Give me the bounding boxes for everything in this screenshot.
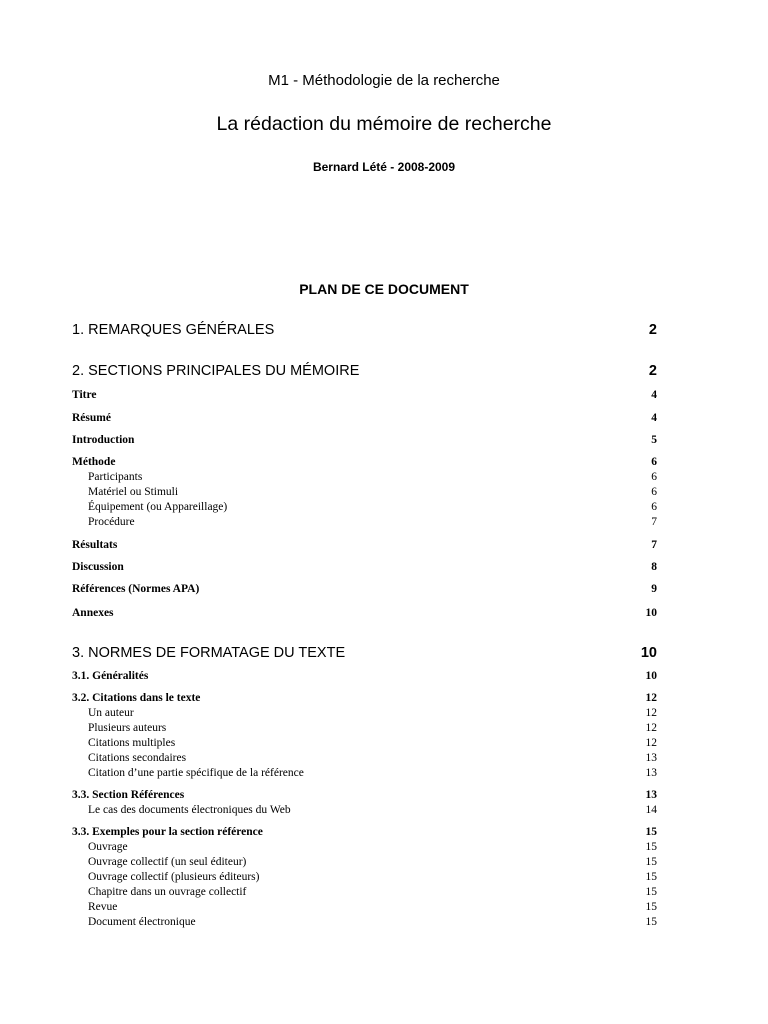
toc-entry-level2	[72, 691, 657, 706]
toc-entry-level2	[72, 825, 657, 840]
toc-entry-title: Introduction	[72, 434, 135, 446]
toc-entry-level3	[72, 515, 657, 530]
toc-entry-level1	[72, 321, 657, 339]
toc-entry-page: 15	[645, 826, 657, 838]
toc-entry-page: 10	[640, 645, 657, 661]
toc-entry-page: 7	[651, 539, 657, 551]
toc-entry-page: 15	[645, 901, 657, 913]
toc-entry-level2	[72, 788, 657, 803]
toc-entry-title: Annexes	[72, 607, 114, 619]
toc-entry-title: Plusieurs auteurs	[88, 722, 167, 734]
toc-entry-page: 8	[651, 561, 657, 573]
toc-entry-title: Participants	[88, 471, 143, 483]
toc-entry-title: 3.2. Citations dans le texte	[72, 692, 201, 704]
toc-entry-page: 15	[645, 841, 657, 853]
toc-entry-title: Un auteur	[88, 707, 134, 719]
toc-entry-page: 6	[651, 471, 657, 483]
toc-entry-page: 2	[648, 322, 657, 338]
toc-entry-page: 4	[651, 412, 657, 424]
toc-entry-page: 6	[651, 486, 657, 498]
toc-entry-title: Matériel ou Stimuli	[88, 486, 179, 498]
toc-entry-page: 10	[645, 607, 657, 619]
toc-entry-level3	[72, 900, 657, 915]
toc-entry-title: Procédure	[88, 516, 135, 528]
toc-entry-level3	[72, 766, 657, 781]
toc-entry-page: 4	[651, 389, 657, 401]
toc-entry-title: Citations multiples	[88, 737, 176, 749]
toc-entry-title: Ouvrage collectif (plusieurs éditeurs)	[88, 871, 260, 883]
toc-entry-page: 7	[651, 516, 657, 528]
toc-entry-title: 3. NORMES DE FORMATAGE DU TEXTE	[72, 645, 346, 661]
document-title: La rédaction du mémoire de recherche	[216, 113, 552, 135]
toc-entry-level3	[72, 721, 657, 736]
toc-entry-page: 13	[645, 789, 657, 801]
toc-entry-title: Résumé	[72, 412, 111, 424]
toc-entry-level3	[72, 470, 657, 485]
toc-entry-level3	[72, 736, 657, 751]
toc-entry-title: Ouvrage collectif (un seul éditeur)	[88, 856, 247, 868]
toc-entry-level2	[72, 411, 657, 426]
toc-entry-page: 15	[645, 916, 657, 928]
toc-entry-page: 12	[645, 692, 657, 704]
toc-entry-title: Résultats	[72, 539, 118, 551]
toc-entry-page: 12	[645, 722, 657, 734]
toc-entry-page: 6	[651, 456, 657, 468]
toc-entry-title: 1. REMARQUES GÉNÉRALES	[72, 322, 275, 338]
toc-entry-level3	[72, 803, 657, 818]
toc-entry-level2	[72, 606, 657, 621]
plan-heading: PLAN DE CE DOCUMENT	[299, 281, 469, 297]
toc-entry-title: Citations secondaires	[88, 752, 187, 764]
toc-entry-page: 15	[645, 871, 657, 883]
toc-entry-page: 15	[645, 856, 657, 868]
toc-entry-title: 2. SECTIONS PRINCIPALES DU MÉMOIRE	[72, 363, 360, 379]
toc-entry-title: 3.3. Exemples pour la section référence	[72, 826, 263, 838]
toc-entry-level3	[72, 706, 657, 721]
toc-entry-page: 14	[645, 804, 657, 816]
toc-entry-title: Revue	[88, 901, 118, 913]
toc-entry-page: 9	[651, 583, 657, 595]
table-of-contents	[72, 0, 657, 1024]
toc-entry-page: 13	[645, 752, 657, 764]
course-title: M1 - Méthodologie de la recherche	[268, 72, 500, 89]
toc-entry-level1	[72, 362, 657, 380]
toc-entry-page: 12	[645, 737, 657, 749]
toc-entry-title: Le cas des documents électroniques du Web	[88, 804, 291, 816]
toc-entry-title: Références (Normes APA)	[72, 583, 200, 595]
toc-entry-level2	[72, 560, 657, 575]
toc-entry-title: Ouvrage	[88, 841, 128, 853]
toc-entry-title: 3.3. Section Références	[72, 789, 185, 801]
toc-entry-title: Titre	[72, 389, 97, 401]
toc-entry-level2	[72, 538, 657, 553]
toc-entry-level3	[72, 751, 657, 766]
toc-entry-level3	[72, 855, 657, 870]
toc-entry-level2	[72, 669, 657, 684]
toc-entry-level2	[72, 455, 657, 470]
author-line: Bernard Lété - 2008-2009	[312, 160, 456, 174]
toc-entry-title: Chapitre dans un ouvrage collectif	[88, 886, 247, 898]
toc-entry-level3	[72, 915, 657, 930]
toc-entry-title: Citation d’une partie spécifique de la référence	[88, 767, 304, 779]
toc-entry-level3	[72, 500, 657, 515]
toc-entry-title: 3.1. Généralités	[72, 670, 149, 682]
toc-entry-page: 10	[645, 670, 657, 682]
toc-entry-page: 2	[648, 363, 657, 379]
toc-entry-page: 13	[645, 767, 657, 779]
toc-entry-title: Discussion	[72, 561, 124, 573]
toc-entry-level3	[72, 885, 657, 900]
toc-entry-level2	[72, 388, 657, 403]
toc-entry-level3	[72, 485, 657, 500]
toc-entry-page: 12	[645, 707, 657, 719]
toc-entry-level3	[72, 840, 657, 855]
toc-entry-page: 5	[651, 434, 657, 446]
toc-entry-title: Équipement (ou Appareillage)	[88, 501, 228, 513]
toc-entry-title: Document électronique	[88, 916, 196, 928]
toc-entry-level3	[72, 870, 657, 885]
toc-entry-title: Méthode	[72, 456, 116, 468]
toc-entry-page: 15	[645, 886, 657, 898]
toc-entry-level2	[72, 582, 657, 597]
toc-entry-level2	[72, 433, 657, 448]
toc-entry-page: 6	[651, 501, 657, 513]
toc-entry-level1	[72, 644, 657, 662]
